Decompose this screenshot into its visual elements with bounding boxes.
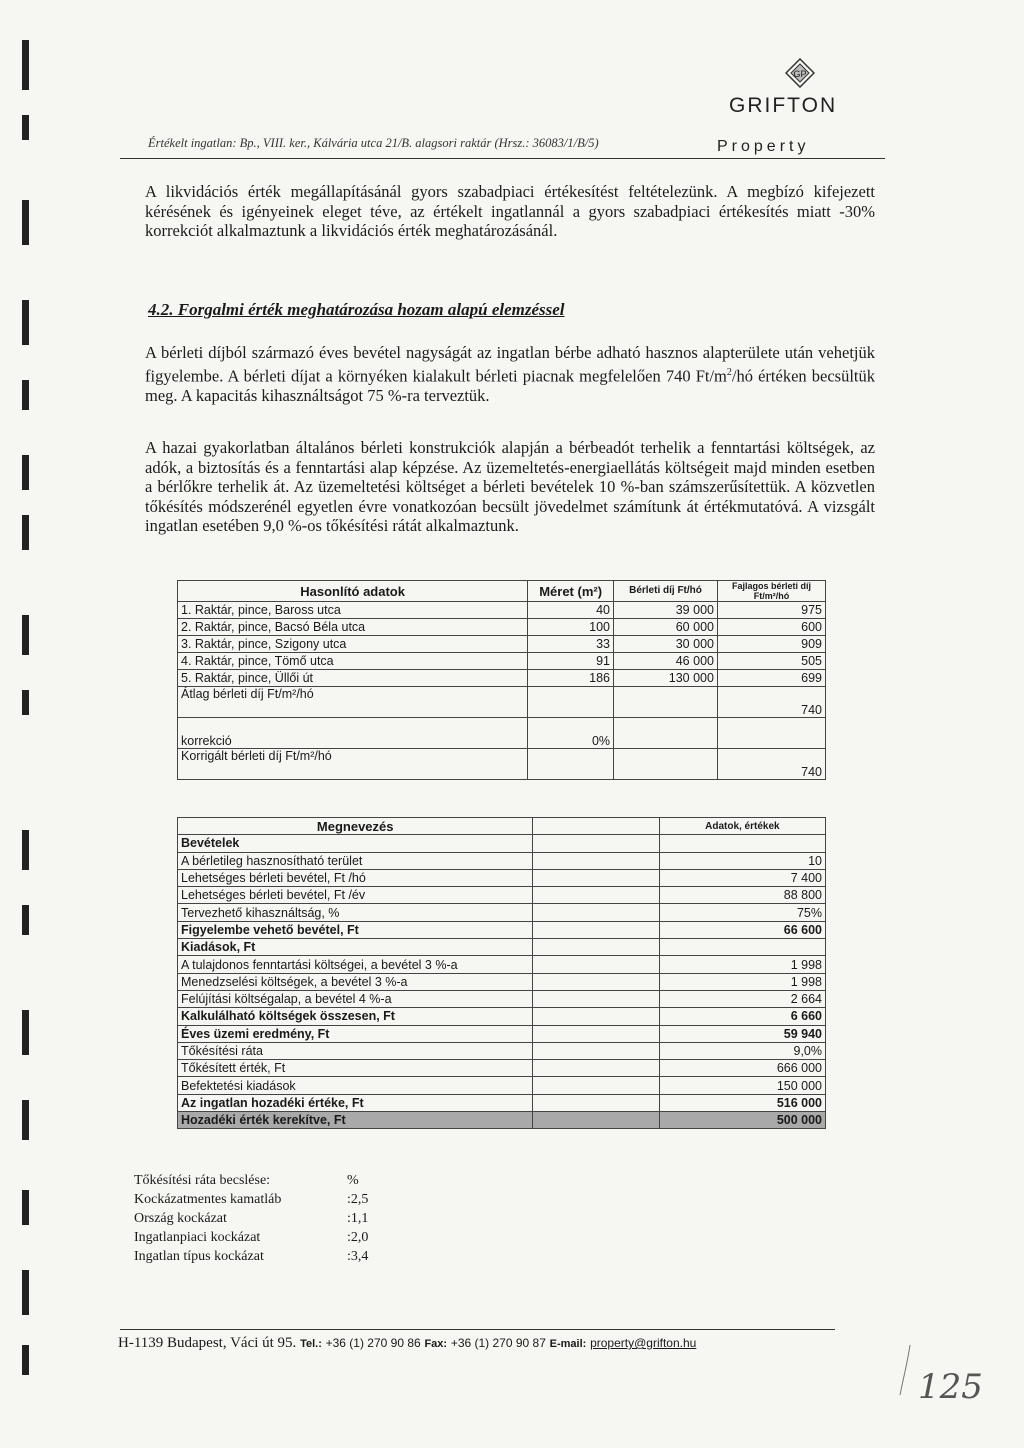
income-label: Figyelembe vehető bevétel, Ft bbox=[178, 921, 533, 938]
column-header-item: Megnevezés bbox=[178, 818, 533, 835]
comparable-size: 40 bbox=[528, 602, 614, 619]
rate-value: % bbox=[347, 1173, 359, 1188]
footer-address: H-1139 Budapest, Váci út 95. bbox=[118, 1335, 297, 1351]
logo-subtitle: Property bbox=[717, 138, 810, 155]
income-label: Kiadások, Ft bbox=[178, 939, 533, 956]
handwritten-mark-icon bbox=[890, 1340, 990, 1410]
corrected-row bbox=[178, 749, 826, 780]
svg-text:GP: GP bbox=[793, 69, 807, 79]
income-row bbox=[178, 887, 826, 904]
comparable-name: 4. Raktár, pince, Tömő utca bbox=[178, 653, 528, 670]
income-spacer bbox=[533, 1060, 659, 1077]
income-label: A bérletileg hasznosítható terület bbox=[178, 852, 533, 869]
comparable-rent: 130 000 bbox=[614, 670, 718, 687]
comparable-unit-rent: 505 bbox=[717, 653, 825, 670]
income-spacer bbox=[533, 921, 659, 938]
footer-tel: +36 (1) 270 90 86 bbox=[325, 1336, 421, 1350]
income-row bbox=[178, 904, 826, 921]
income-label: Lehetséges bérleti bevétel, Ft /év bbox=[178, 887, 533, 904]
income-label: Tervezhető kihasználtság, % bbox=[178, 904, 533, 921]
footer-fax-label: Fax: bbox=[424, 1338, 448, 1350]
liquidation-paragraph: A likvidációs érték megállapításánál gyors szabadpiaci értékesítést feltételezünk. A megbízó kifejezett kérésének és igényeinek eleget téve, az értékelt ingatlannál a gyors szabadpiaci értékesítés miatt -30% korrekciót alkalmaztunk a likvidációs érték meghatározásánál. bbox=[145, 182, 875, 240]
average-value: 740 bbox=[717, 687, 825, 718]
income-value bbox=[659, 939, 825, 956]
income-spacer bbox=[533, 869, 659, 886]
income-row bbox=[178, 1112, 826, 1129]
scan-edge bbox=[0, 0, 32, 1448]
income-row bbox=[178, 973, 826, 990]
diamond-logo-icon bbox=[785, 58, 815, 88]
income-value: 1 998 bbox=[659, 973, 825, 990]
comparable-size: 33 bbox=[528, 636, 614, 653]
income-spacer bbox=[533, 1042, 659, 1059]
comparable-unit-rent: 909 bbox=[717, 636, 825, 653]
footer bbox=[118, 1335, 696, 1352]
comparable-rent: 30 000 bbox=[614, 636, 718, 653]
income-row bbox=[178, 835, 826, 852]
footer-email-label: E-mail: bbox=[549, 1338, 587, 1350]
income-row bbox=[178, 921, 826, 938]
income-spacer bbox=[533, 1112, 659, 1129]
income-row bbox=[178, 1042, 826, 1059]
income-value bbox=[659, 835, 825, 852]
income-row bbox=[178, 852, 826, 869]
svg-text:125: 125 bbox=[918, 1367, 983, 1407]
comparable-unit-rent: 699 bbox=[717, 670, 825, 687]
income-label: Felújítási költségalap, a bevétel 4 %-a bbox=[178, 990, 533, 1007]
header-divider bbox=[120, 158, 885, 159]
comparable-rent: 46 000 bbox=[614, 653, 718, 670]
income-value: 88 800 bbox=[659, 887, 825, 904]
income-value: 6 660 bbox=[659, 1008, 825, 1025]
rate-label: Ingatlan típus kockázat bbox=[134, 1249, 264, 1264]
income-value: 2 664 bbox=[659, 990, 825, 1007]
average-row bbox=[178, 687, 826, 718]
table-row bbox=[178, 619, 826, 636]
income-label: Lehetséges bérleti bevétel, Ft /hó bbox=[178, 869, 533, 886]
income-value: 516 000 bbox=[659, 1094, 825, 1111]
income-row bbox=[178, 1077, 826, 1094]
income-value: 75% bbox=[659, 904, 825, 921]
table-row bbox=[178, 602, 826, 619]
income-spacer bbox=[533, 1008, 659, 1025]
column-header-unit-rent: Fajlagos bérleti díj Ft/m²/hó bbox=[717, 581, 825, 602]
comparable-unit-rent: 600 bbox=[717, 619, 825, 636]
comparable-size: 186 bbox=[528, 670, 614, 687]
comparables-table bbox=[177, 580, 826, 780]
column-header-name: Hasonlító adatok bbox=[178, 581, 528, 602]
income-label: Tőkésített érték, Ft bbox=[178, 1060, 533, 1077]
rate-label: Kockázatmentes kamatláb bbox=[134, 1192, 282, 1207]
comparable-rent: 60 000 bbox=[614, 619, 718, 636]
income-value: 666 000 bbox=[659, 1060, 825, 1077]
corrected-label: Korrigált bérleti díj Ft/m²/hó bbox=[178, 749, 528, 780]
income-spacer bbox=[533, 835, 659, 852]
income-row bbox=[178, 1094, 826, 1111]
section-title: 4.2. Forgalmi érték meghatározása hozam alapú elemzéssel bbox=[148, 300, 565, 319]
income-spacer bbox=[533, 973, 659, 990]
column-header-rent: Bérleti díj Ft/hó bbox=[614, 581, 718, 602]
income-label: A tulajdonos fenntartási költségei, a bevétel 3 %-a bbox=[178, 956, 533, 973]
income-value: 66 600 bbox=[659, 921, 825, 938]
income-spacer bbox=[533, 852, 659, 869]
rate-value: :2,0 bbox=[347, 1230, 369, 1245]
rent-paragraph: A bérleti díjból származó éves bevétel nagyságát az ingatlan bérbe adható hasznos alapterülete után vehetjük figyelembe. A bérleti díjat a környéken kialakult bérleti piacnak megfelelően 740 $Ft/m^2/hó$ értéken becsültük meg. A kapacitás kihasználtságot 75 %-ra terveztük. bbox=[145, 343, 876, 405]
footer-email-link[interactable]: property@grifton.hu bbox=[590, 1336, 697, 1350]
income-spacer bbox=[533, 1077, 659, 1094]
table-row bbox=[178, 653, 826, 670]
correction-row bbox=[178, 718, 826, 749]
income-spacer bbox=[533, 1025, 659, 1042]
table-header-row bbox=[178, 818, 826, 835]
income-spacer bbox=[533, 990, 659, 1007]
income-row bbox=[178, 990, 826, 1007]
income-spacer bbox=[533, 956, 659, 973]
valued-property-caption: Értékelt ingatlan: Bp., VIII. ker., Kálvária utca 21/B. alagsori raktár (Hrsz.: 36083/1/B/5) bbox=[148, 136, 599, 150]
footer-fax: +36 (1) 270 90 87 bbox=[450, 1336, 546, 1350]
comparable-size: 100 bbox=[528, 619, 614, 636]
income-row bbox=[178, 1025, 826, 1042]
comparable-name: 3. Raktár, pince, Szigony utca bbox=[178, 636, 528, 653]
footer-tel-label: Tel.: bbox=[300, 1338, 322, 1350]
income-spacer bbox=[533, 1094, 659, 1111]
income-row bbox=[178, 956, 826, 973]
table-row bbox=[178, 636, 826, 653]
column-header-size: Méret (m²) bbox=[528, 581, 614, 602]
income-spacer bbox=[533, 939, 659, 956]
comparable-name: 5. Raktár, pince, Üllői út bbox=[178, 670, 528, 687]
income-spacer bbox=[533, 887, 659, 904]
income-label: Menedzselési költségek, a bevétel 3 %-a bbox=[178, 973, 533, 990]
income-label: Az ingatlan hozadéki értéke, Ft bbox=[178, 1094, 533, 1111]
comparable-size: 91 bbox=[528, 653, 614, 670]
rate-value: :1,1 bbox=[347, 1211, 369, 1226]
income-value: 7 400 bbox=[659, 869, 825, 886]
table-row bbox=[178, 670, 826, 687]
logo-name: GRIFTON bbox=[729, 94, 838, 117]
rate-label: Ingatlanpiaci kockázat bbox=[134, 1230, 261, 1245]
income-label: Kalkulálható költségek összesen, Ft bbox=[178, 1008, 533, 1025]
income-label: Befektetési kiadások bbox=[178, 1077, 533, 1094]
income-label: Bevételek bbox=[178, 835, 533, 852]
rate-value: :3,4 bbox=[347, 1249, 369, 1264]
capitalisation-paragraph: A hazai gyakorlatban általános bérleti konstrukciók alapján a bérbeadót terhelik a fenntartási költségek, az adók, a biztosítás és a fenntartási alap képzése. Az üzemeltetés-energiaellátás költségeit majd minden esetben a bérlőkre terhelik át. Az üzemeltetési költséget a bérleti bevételek 10 %-ban számszerűsítettük. A közvetlen tőkésítés módszerénél egyetlen évre vonatkozóan becsült jövedelmet számítunk át értékmutatóvá. A vizsgált ingatlan esetében 9,0 %-os tőkésítési rátát alkalmaztunk. bbox=[145, 438, 875, 535]
income-value: 59 940 bbox=[659, 1025, 825, 1042]
income-row bbox=[178, 939, 826, 956]
table-header-row bbox=[178, 581, 826, 602]
comparable-name: 1. Raktár, pince, Baross utca bbox=[178, 602, 528, 619]
column-header-value: Adatok, értékek bbox=[659, 818, 825, 835]
correction-label: korrekció bbox=[178, 718, 528, 749]
grifton-logo bbox=[725, 58, 875, 118]
corrected-value: 740 bbox=[717, 749, 825, 780]
income-table bbox=[177, 817, 826, 1129]
income-value: 9,0% bbox=[659, 1042, 825, 1059]
rate-label: Tőkésítési ráta becslése: bbox=[134, 1173, 271, 1188]
correction-value: 0% bbox=[528, 718, 614, 749]
income-spacer bbox=[533, 904, 659, 921]
comparable-unit-rent: 975 bbox=[717, 602, 825, 619]
income-label: Tőkésítési ráta bbox=[178, 1042, 533, 1059]
income-value: 150 000 bbox=[659, 1077, 825, 1094]
comparable-name: 2. Raktár, pince, Bacsó Béla utca bbox=[178, 619, 528, 636]
income-value: 500 000 bbox=[659, 1112, 825, 1129]
handwritten-page-number bbox=[890, 1340, 990, 1415]
income-value: 10 bbox=[659, 852, 825, 869]
income-label: Éves üzemi eredmény, Ft bbox=[178, 1025, 533, 1042]
income-row bbox=[178, 1008, 826, 1025]
income-label: Hozadéki érték kerekítve, Ft bbox=[178, 1112, 533, 1129]
footer-divider bbox=[120, 1329, 835, 1330]
rate-value: :2,5 bbox=[347, 1192, 369, 1207]
income-row bbox=[178, 869, 826, 886]
average-label: Átlag bérleti díj Ft/m²/hó bbox=[178, 687, 528, 718]
comparable-rent: 39 000 bbox=[614, 602, 718, 619]
rate-label: Ország kockázat bbox=[134, 1211, 227, 1226]
income-row bbox=[178, 1060, 826, 1077]
income-value: 1 998 bbox=[659, 956, 825, 973]
